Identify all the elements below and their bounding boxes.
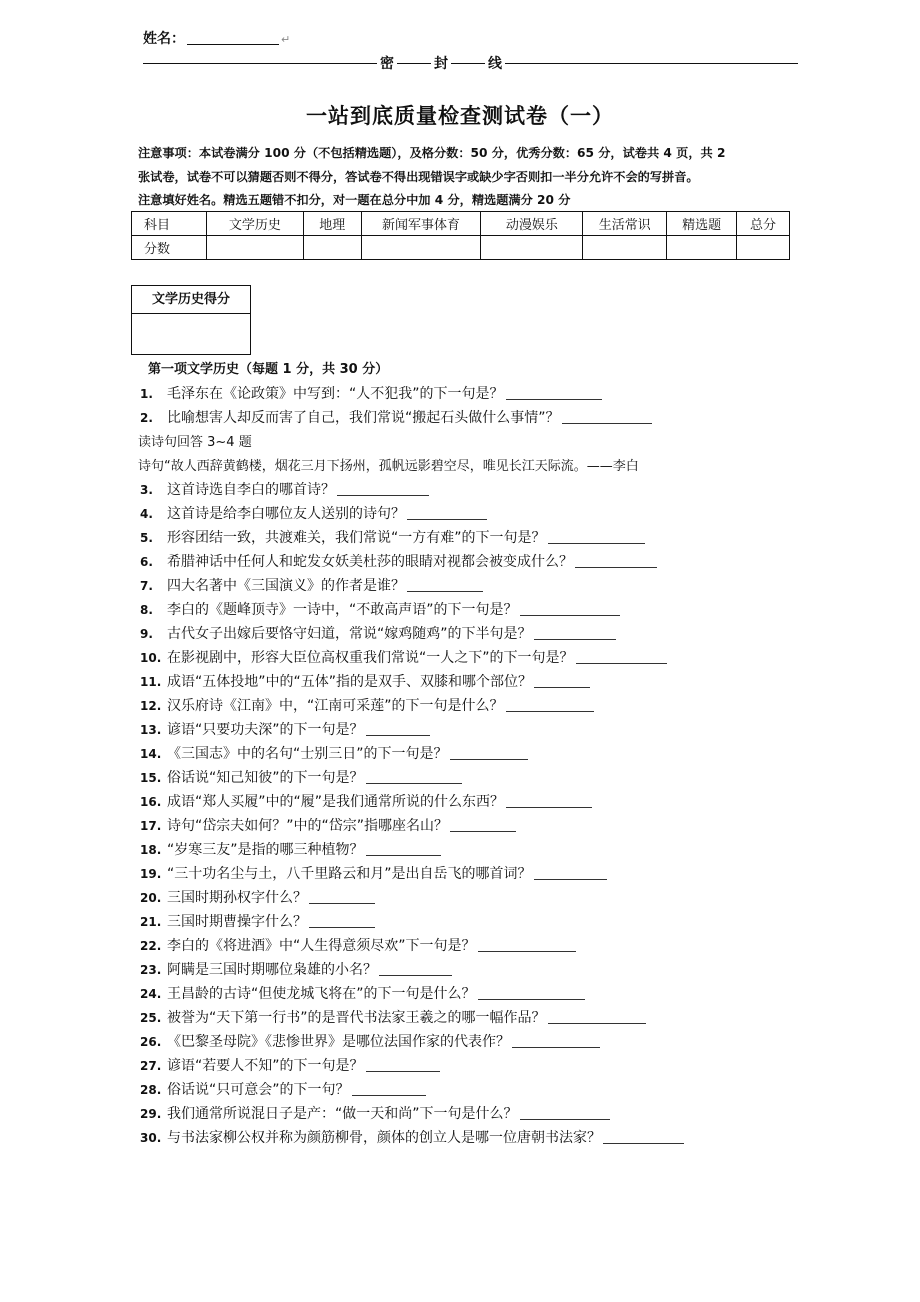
score-header-cell: 地理 <box>303 212 361 236</box>
question-number: 30. <box>140 1131 162 1145</box>
answer-blank[interactable] <box>548 1009 646 1024</box>
answer-blank[interactable] <box>512 1033 600 1048</box>
question-number: 1. <box>140 387 153 401</box>
question-item <box>140 767 462 787</box>
answer-blank[interactable] <box>506 697 594 712</box>
answer-blank[interactable] <box>450 817 516 832</box>
question-number: 10. <box>140 651 162 665</box>
pilcrow-icon: ↵ <box>281 33 291 46</box>
question-item <box>140 407 652 427</box>
question-text: 古代女子出嫁后要恪守妇道，常说“嫁鸡随鸡”的下半句是？ <box>167 626 532 642</box>
score-value-row <box>132 236 790 260</box>
question-number: 14. <box>140 747 162 761</box>
question-text: 王昌龄的古诗“但使龙城飞将在”的下一句是什么？ <box>167 986 476 1002</box>
score-cell[interactable] <box>361 236 481 260</box>
seal-rule <box>505 63 798 64</box>
section-title: 第一项文学历史（每题 1 分，共 30 分） <box>148 362 389 377</box>
reading-poem: 诗句“故人西辞黄鹤楼，烟花三月下扬州，孤帆远影碧空尽，唯见长江天际流。——李白 <box>138 459 639 474</box>
question-number: 24. <box>140 987 162 1001</box>
question-item <box>140 839 441 859</box>
question-number: 28. <box>140 1083 162 1097</box>
question-text: 在影视剧中，形容大臣位高权重我们常说“一人之下”的下一句是？ <box>167 650 574 666</box>
question-number: 2. <box>140 411 153 425</box>
question-text: “三十功名尘与土，八千里路云和月”是出自岳飞的哪首词？ <box>167 866 532 882</box>
question-item <box>140 503 487 523</box>
question-item <box>140 623 616 643</box>
question-item <box>140 599 620 619</box>
question-text: 俗话说“知己知彼”的下一句是？ <box>167 770 364 786</box>
answer-blank[interactable] <box>548 529 645 544</box>
answer-blank[interactable] <box>407 577 483 592</box>
seal-line <box>143 53 798 73</box>
answer-blank[interactable] <box>506 385 602 400</box>
question-item <box>140 551 657 571</box>
question-text: 我们通常所说混日子是产：“做一天和尚”下一句是什么？ <box>167 1106 518 1122</box>
score-header-cell: 精选题 <box>667 212 737 236</box>
score-cell[interactable] <box>303 236 361 260</box>
score-header-cell: 总分 <box>737 212 790 236</box>
question-number: 25. <box>140 1011 162 1025</box>
seal-rule <box>143 63 377 64</box>
notice-line: 张试卷，试卷不可以猜题否则不得分，答试卷不得出现错误字或缺少字否则扣一半分允许不会的写拼音。 <box>138 169 699 184</box>
answer-blank[interactable] <box>450 745 528 760</box>
question-text: 与书法家柳公权并称为颜筋柳骨，颜体的创立人是哪一位唐朝书法家？ <box>167 1130 601 1146</box>
question-text: 这首诗是给李白哪位友人送别的诗句？ <box>167 506 405 522</box>
question-number: 13. <box>140 723 162 737</box>
answer-blank[interactable] <box>366 1057 440 1072</box>
answer-blank[interactable] <box>534 625 616 640</box>
score-cell[interactable] <box>583 236 667 260</box>
answer-blank[interactable] <box>534 673 590 688</box>
question-text: 被誉为“天下第一行书”的是晋代书法家王羲之的哪一幅作品？ <box>167 1010 546 1026</box>
score-row-label: 分数 <box>132 236 207 260</box>
answer-blank[interactable] <box>366 769 462 784</box>
question-item <box>140 575 483 595</box>
question-text: “岁寒三友”是指的哪三种植物？ <box>167 842 364 858</box>
question-number: 18. <box>140 843 162 857</box>
question-number: 12. <box>140 699 162 713</box>
score-header-cell: 新闻军事体育 <box>361 212 481 236</box>
answer-blank[interactable] <box>366 841 441 856</box>
question-text: 诗句“岱宗夫如何？”中的“岱宗”指哪座名山？ <box>167 818 449 834</box>
question-text: 三国时期曹操字什么？ <box>167 914 307 930</box>
score-header-row <box>132 212 790 236</box>
question-text: 李白的《题峰顶寺》一诗中，“不敢高声语”的下一句是？ <box>167 602 518 618</box>
question-item <box>140 1079 426 1099</box>
answer-blank[interactable] <box>309 913 375 928</box>
question-number: 16. <box>140 795 162 809</box>
score-cell[interactable] <box>206 236 303 260</box>
answer-blank[interactable] <box>478 937 576 952</box>
score-table <box>131 211 790 260</box>
question-item <box>140 647 667 667</box>
answer-blank[interactable] <box>337 481 429 496</box>
question-number: 3. <box>140 483 153 497</box>
question-item <box>140 1031 600 1051</box>
question-number: 26. <box>140 1035 162 1049</box>
question-item <box>140 959 452 979</box>
question-number: 17. <box>140 819 162 833</box>
answer-blank[interactable] <box>506 793 592 808</box>
answer-blank[interactable] <box>520 1105 610 1120</box>
question-text: 汉乐府诗《江南》中，“江南可采莲”的下一句是什么？ <box>167 698 504 714</box>
question-text: 四大名著中《三国演义》的作者是谁？ <box>167 578 405 594</box>
question-number: 29. <box>140 1107 162 1121</box>
section-score-input[interactable] <box>132 314 250 354</box>
question-text: 成语“五体投地”中的“五体”指的是双手、双膝和哪个部位？ <box>167 674 533 690</box>
question-number: 21. <box>140 915 162 929</box>
question-number: 9. <box>140 627 153 641</box>
question-item <box>140 671 590 691</box>
answer-blank[interactable] <box>520 601 620 616</box>
reading-intro: 读诗句回答 3~4 题 <box>138 435 252 450</box>
question-number: 6. <box>140 555 153 569</box>
question-item <box>140 935 576 955</box>
score-cell[interactable] <box>737 236 790 260</box>
notice-line: 注意事项：本试卷满分 100 分（不包括精选题），及格分数：50 分，优秀分数：65 分，试卷共 4 页，共 2 <box>138 146 726 160</box>
question-item <box>140 815 516 835</box>
seal-char-xian: 线 <box>488 56 502 72</box>
answer-blank[interactable] <box>379 961 452 976</box>
question-item <box>140 1055 440 1075</box>
question-text: 阿瞒是三国时期哪位枭雄的小名？ <box>167 962 377 978</box>
question-number: 15. <box>140 771 162 785</box>
question-number: 11. <box>140 675 162 689</box>
question-text: 《巴黎圣母院》《悲惨世界》是哪位法国作家的代表作？ <box>167 1034 510 1050</box>
question-number: 7. <box>140 579 153 593</box>
score-cell[interactable] <box>481 236 583 260</box>
name-input-line[interactable] <box>187 30 279 45</box>
question-item <box>140 527 645 547</box>
seal-char-mi: 密 <box>380 56 394 72</box>
answer-blank[interactable] <box>534 865 607 880</box>
seal-char-feng: 封 <box>434 56 448 72</box>
question-text: 谚语“若要人不知”的下一句是？ <box>167 1058 364 1074</box>
question-text: 希腊神话中任何人和蛇发女妖美杜莎的眼睛对视都会被变成什么？ <box>167 554 573 570</box>
question-text: 谚语“只要功夫深”的下一句是？ <box>167 722 364 738</box>
question-text: 比喻想害人却反而害了自己，我们常说“搬起石头做什么事情”？ <box>167 410 560 426</box>
section-score-box <box>131 285 251 355</box>
question-item <box>140 863 607 883</box>
notice <box>138 142 788 213</box>
answer-blank[interactable] <box>575 553 657 568</box>
answer-blank[interactable] <box>366 721 430 736</box>
question-number: 5. <box>140 531 153 545</box>
question-item <box>140 695 594 715</box>
question-text: 形容团结一致，共渡难关，我们常说“一方有难”的下一句是？ <box>167 530 546 546</box>
score-header-cell: 生活常识 <box>583 212 667 236</box>
answer-blank[interactable] <box>478 985 585 1000</box>
question-item <box>140 383 602 403</box>
page-title: 一站到底质量检查测试卷（一） <box>306 104 614 128</box>
question-text: 这首诗选自李白的哪首诗？ <box>167 482 335 498</box>
answer-blank[interactable] <box>309 889 375 904</box>
section-score-label: 文学历史得分 <box>132 286 250 314</box>
question-item <box>140 1127 684 1147</box>
question-item <box>140 791 592 811</box>
question-item <box>140 1103 610 1123</box>
question-number: 19. <box>140 867 162 881</box>
notice-line: 注意填好姓名。精选五题错不扣分，对一题在总分中加 4 分，精选题满分 20 分 <box>138 193 571 207</box>
score-cell[interactable] <box>667 236 737 260</box>
question-text: 俗话说“只可意会”的下一句？ <box>167 1082 350 1098</box>
question-number: 4. <box>140 507 153 521</box>
name-field-row <box>143 28 290 48</box>
score-header-cell: 文学历史 <box>206 212 303 236</box>
question-number: 20. <box>140 891 162 905</box>
question-item <box>140 983 585 1003</box>
score-header-cell: 动漫娱乐 <box>481 212 583 236</box>
question-number: 22. <box>140 939 162 953</box>
question-text: 三国时期孙权字什么？ <box>167 890 307 906</box>
name-label: 姓名： <box>143 31 185 47</box>
question-text: 《三国志》中的名句“士别三日”的下一句是？ <box>167 746 448 762</box>
question-item <box>140 719 430 739</box>
answer-blank[interactable] <box>576 649 667 664</box>
question-item <box>140 479 429 499</box>
answer-blank[interactable] <box>562 409 652 424</box>
answer-blank[interactable] <box>603 1129 684 1144</box>
question-number: 27. <box>140 1059 162 1073</box>
seal-rule <box>397 63 431 64</box>
seal-rule <box>451 63 485 64</box>
question-item <box>140 1007 646 1027</box>
answer-blank[interactable] <box>352 1081 426 1096</box>
question-item <box>140 887 375 907</box>
answer-blank[interactable] <box>407 505 487 520</box>
question-item <box>140 743 528 763</box>
question-number: 23. <box>140 963 162 977</box>
question-item <box>140 911 375 931</box>
question-text: 毛泽东在《论政策》中写到：“人不犯我”的下一句是？ <box>167 386 504 402</box>
question-number: 8. <box>140 603 153 617</box>
question-text: 成语“郑人买履”中的“履”是我们通常所说的什么东西？ <box>167 794 505 810</box>
score-header-cell: 科目 <box>132 212 207 236</box>
question-text: 李白的《将进酒》中“人生得意须尽欢”下一句是？ <box>167 938 476 954</box>
